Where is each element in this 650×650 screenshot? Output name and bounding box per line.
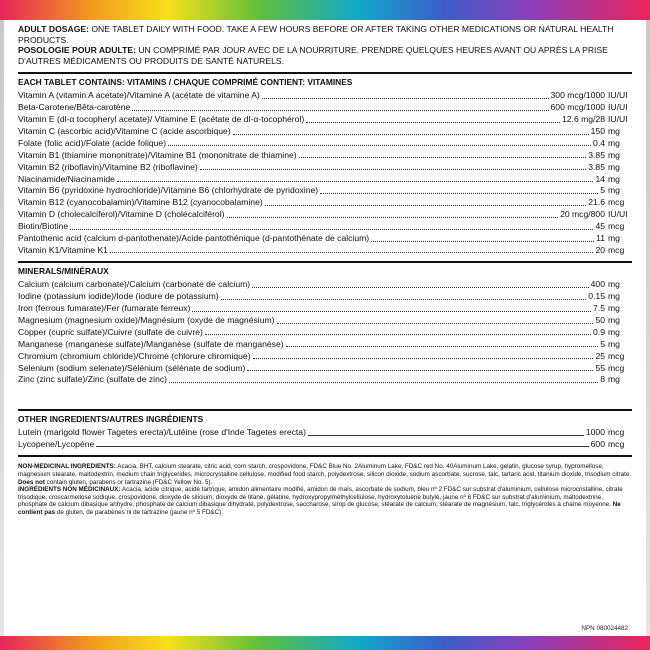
ingredient-name: Vitamin B12 (cyanocobalamin)/Vitamine B12 (cyanocobalamine): [18, 197, 263, 208]
ingredient-amount: 5: [600, 185, 605, 196]
leader-line: [247, 370, 593, 371]
nmi-en-label: NON-MEDICINAL INGREDIENTS:: [18, 463, 116, 471]
leader-line: [132, 110, 548, 111]
ingredient-name: Copper (cupric sulfate)/Cuivre (sulfate de cuivre): [18, 326, 203, 337]
ingredient-unit: mg: [608, 149, 620, 160]
ingredient-name: Vitamin B1 (thiamine mononitrate)/Vitamine B1 (mononitrate de thiamine): [18, 149, 297, 160]
leader-line: [227, 217, 559, 218]
ingredient-unit: IU/UI: [608, 90, 628, 101]
ingredient-amount: 3.85: [588, 149, 605, 160]
ingredient-name: Calcium (calcium carbonate)/Calcium (carbonate de calcium): [18, 279, 251, 290]
ingredient-unit: mg: [608, 173, 620, 184]
leader-line: [299, 157, 587, 158]
ingredient-amount: 0.15: [588, 291, 605, 302]
leader-line: [253, 358, 594, 359]
ingredient-amount: 150: [590, 125, 605, 136]
minerals-header: MINERALS/MINÉRAUX: [18, 266, 109, 277]
ingredient-amount: 55: [595, 362, 605, 373]
nmi-fr: [18, 486, 632, 516]
leader-line: [168, 145, 591, 146]
divider: [18, 409, 632, 411]
ingredient-amount: 0.9: [593, 326, 605, 337]
ingredient-amount: 600 mcg/1000: [550, 102, 605, 113]
vitamin-row: [18, 137, 632, 149]
npn-number: NPN 080024482: [581, 625, 628, 632]
vitamin-row: [18, 148, 632, 160]
mineral-row: [18, 373, 632, 385]
mineral-row: [18, 337, 632, 349]
ingredient-amount: 14: [595, 173, 605, 184]
ingredient-unit: mcg: [608, 426, 625, 437]
leader-line: [110, 252, 593, 253]
vitamin-row: [18, 220, 632, 232]
ingredient-unit: mcg: [608, 438, 625, 449]
ingredient-name: Pantothenic acid (calcium d-pantothenate)/Acide pantothénique (d-pantothénate de calcium): [18, 232, 370, 243]
mineral-row: [18, 326, 632, 338]
dosage-en: [18, 24, 632, 45]
other-list: [18, 426, 632, 450]
leader-line: [192, 311, 591, 312]
leader-line: [262, 98, 549, 99]
free-from-fr-text: de gluten, de parabènes ni de tartrazine (jaune nº 5 FD&C).: [55, 508, 223, 516]
ingredient-unit: mg: [608, 137, 620, 148]
mineral-row: [18, 302, 632, 314]
ingredient-name: Vitamin D (cholecalciferol)/Vitamine D (cholécalciférol): [18, 209, 225, 220]
ingredient-unit: mcg: [608, 221, 625, 232]
ingredient-amount: 12.6 mg/28: [562, 114, 605, 125]
ingredient-name: Vitamin A (vitamin A acetate)/Vitamine A (acétate de vitamine A): [18, 90, 260, 101]
vitamin-row: [18, 125, 632, 137]
leader-line: [96, 446, 588, 447]
ingredient-unit: IU/UI: [608, 114, 628, 125]
ingredient-unit: mg: [608, 279, 620, 290]
leader-line: [371, 241, 594, 242]
nmi-en-text: Acacia, BHT, calcium stearate, citric acid, corn starch, crospovidone, FD&C Blue No. 2Aluminum Lake, FD&C red No. 40Aluminum Lake, gelatin, glucose syrup, hypromellose, magnesium stearate, maltodextrin, medium chain triglycerides, microcrystalline cellulose, modified food starch, polydextrose, silicon dioxide, sodium ascorbate, sucrose, talc, tartaric acid, titanium dioxide, trisodium citrate.: [18, 463, 632, 479]
edge-shadow-right: [646, 20, 650, 636]
dosage-en-text: ONE TABLET DAILY WITH FOOD. TAKE A FEW HOURS BEFORE OR AFTER TAKING OTHER MEDICATIONS OR NATURAL HEALTH PRODUCTS.: [18, 24, 614, 45]
leader-line: [200, 169, 587, 170]
ingredient-amount: 7.5: [593, 303, 605, 314]
vitamins-header: EACH TABLET CONTAINS: VITAMINS / CHAQUE COMPRIMÉ CONTIENT: VITAMINES: [18, 77, 353, 88]
dosage-fr: [18, 45, 632, 66]
ingredient-name: Chromium (chromium chloride)/Chrome (chlorure chromique): [18, 350, 251, 361]
ingredient-amount: 20: [595, 244, 605, 255]
ingredient-unit: mg: [608, 161, 620, 172]
vitamin-row: [18, 232, 632, 244]
dosage-block: [18, 24, 632, 66]
nmi-fr-text: Acacia, acide citrique, acide tartrique, amidon alimentaire modifié, amidon de maïs, ascorbate de sodium, bleu nº 2 FD&C sur substrat d'aluminium, cellulose microcristalline, citrate trisodique, croscarmellose sodique, crospovidone, dioxyde de silicium, dioxyde de titane, gélatine, hydroxypropylméthylcellulose, hydroxytoluène butylé, jaune nº 6 FD&C sur substrat d'aluminium, maltodextrine, phosphate de calcium dibasique anhydre, phosphate de calcium dibasique dihydraté, polydextrose, saccharose, sirop de glucose, stéarate de calcium, stéarate de magnésium, talc, triglycérides à chaîne moyenne.: [18, 486, 623, 509]
ingredient-unit: mg: [608, 125, 620, 136]
leader-line: [265, 205, 587, 206]
divider: [18, 455, 632, 457]
vitamin-row: [18, 101, 632, 113]
dosage-fr-label: POSOLOGIE POUR ADULTE:: [18, 45, 136, 56]
ingredient-unit: mg: [608, 326, 620, 337]
leader-line: [205, 334, 591, 335]
ingredient-amount: 1000: [585, 426, 605, 437]
mineral-row: [18, 314, 632, 326]
ingredient-amount: 45: [595, 221, 605, 232]
leader-line: [70, 229, 593, 230]
ingredient-name: Folate (folic acid)/Folate (acide folique): [18, 137, 167, 148]
leader-line: [233, 134, 589, 135]
vitamin-row: [18, 89, 632, 101]
label-panel: [18, 24, 632, 517]
nmi-fr-label: INGRÉDIENTS NON MÉDICINAUX:: [18, 486, 121, 494]
ingredient-amount: 21.6: [588, 197, 605, 208]
ingredient-amount: 20 mcg/800: [560, 209, 605, 220]
leader-line: [277, 323, 594, 324]
ingredient-unit: IU/UI: [608, 102, 628, 113]
ingredient-name: Magnesium (magnesium oxide)/Magnésium (oxyde de magnésium): [18, 315, 275, 325]
ingredient-name: Selenium (sodium selenate)/Sélénium (sélénate de sodium): [18, 362, 246, 373]
ingredient-unit: mcg: [608, 362, 625, 373]
vitamin-row: [18, 184, 632, 196]
leader-line: [117, 181, 593, 182]
non-medicinal-block: [18, 463, 632, 516]
ingredient-unit: mg: [608, 232, 620, 243]
ingredient-unit: mcg: [608, 350, 625, 361]
ingredient-amount: 0.4: [593, 137, 605, 148]
ingredient-unit: mg: [608, 291, 620, 302]
ingredient-name: Vitamin B6 (pyridoxine hydrochloride)/Vitamine B6 (chlorhydrate de pyridoxine): [18, 185, 319, 196]
ingredient-name: Beta-Carotene/Bêta-carotène: [18, 102, 131, 113]
vitamin-row: [18, 113, 632, 125]
vitamins-list: [18, 89, 632, 255]
ingredient-name: Zinc (zinc sulfate)/Zinc (sulfate de zinc): [18, 374, 168, 385]
rainbow-band-bottom: [0, 636, 650, 650]
leader-line: [306, 122, 560, 123]
other-header: OTHER INGREDIENTS/AUTRES INGRÉDIENTS: [18, 414, 204, 425]
other-ingredient-row: [18, 438, 632, 450]
ingredient-unit: mg: [608, 185, 620, 196]
dosage-fr-text: UN COMPRIMÉ PAR JOUR AVEC DE LA NOURRITURE. PRENDRE QUELQUES HEURES AVANT OU APRÈS LA PRISE D'AUTRES MÉDICAMENTS OU PRODUITS DE SANTÉ NATURELS.: [18, 45, 608, 66]
leader-line: [252, 287, 589, 288]
ingredient-unit: mg: [608, 315, 620, 325]
divider: [18, 261, 632, 263]
vitamin-row: [18, 244, 632, 256]
leader-line: [320, 193, 598, 194]
ingredient-name: Niacinamide/Niacinamide: [18, 173, 115, 184]
ingredient-amount: 600: [590, 438, 605, 449]
dosage-en-label: ADULT DOSAGE:: [18, 24, 89, 34]
ingredient-name: Vitamin B2 (riboflavin)/Vitamine B2 (riboflavine): [18, 161, 198, 172]
ingredient-name: Lutein (marigold flower Tagetes erecta)/Lutéine (rose d'Inde Tagetes erecta): [18, 426, 306, 437]
rainbow-band-top: [0, 0, 650, 20]
minerals-list: [18, 278, 632, 385]
ingredient-name: Manganese (manganese sulfate)/Manganèse (sulfate de manganèse): [18, 338, 284, 349]
leader-line: [169, 382, 598, 383]
ingredient-name: Vitamin C (ascorbic acid)/Vitamine C (acide ascorbique): [18, 125, 231, 136]
ingredient-amount: 3.85: [588, 161, 605, 172]
ingredient-unit: mg: [608, 303, 620, 314]
ingredient-unit: mcg: [608, 244, 625, 255]
mineral-row: [18, 349, 632, 361]
ingredient-name: Biotin/Biotine: [18, 221, 69, 232]
ingredient-amount: 5: [600, 338, 605, 349]
divider: [18, 72, 632, 74]
ingredient-amount: 300 mcg/1000: [550, 90, 605, 101]
vitamin-row: [18, 208, 632, 220]
ingredient-amount: 400: [590, 279, 605, 290]
free-from-en-label: Does not: [18, 478, 45, 486]
ingredient-amount: 25: [595, 350, 605, 361]
leader-line: [221, 299, 587, 300]
nmi-en: [18, 463, 632, 478]
free-from-en-text: contain gluten, parabens or tartrazine (FD&C Yellow No. 5).: [44, 478, 213, 486]
ingredient-unit: mg: [608, 374, 620, 385]
ingredient-unit: IU/UI: [608, 209, 628, 220]
ingredient-amount: 50: [595, 315, 605, 325]
other-ingredient-row: [18, 426, 632, 438]
edge-shadow-left: [0, 20, 4, 636]
ingredient-name: Lycopene/Lycopène: [18, 438, 95, 449]
ingredient-amount: 8: [600, 374, 605, 385]
mineral-row: [18, 278, 632, 290]
ingredient-name: Iron (ferrous fumarate)/Fer (fumarate ferreux): [18, 303, 191, 314]
vitamin-row: [18, 196, 632, 208]
leader-line: [308, 435, 584, 436]
leader-line: [286, 346, 599, 347]
ingredient-unit: mcg: [608, 197, 625, 208]
ingredient-unit: mg: [608, 338, 620, 349]
ingredient-name: Vitamin E (dl-α tocopheryl acetate)/ Vitamine E (acétate de dl-α-tocophérol): [18, 114, 305, 125]
ingredient-name: Iodine (potassium iodide)/Iode (iodure de potassium): [18, 291, 219, 302]
vitamin-row: [18, 160, 632, 172]
ingredient-amount: 11: [596, 232, 605, 243]
free-from-fr-label: Ne contient pas: [18, 501, 621, 516]
ingredient-name: Vitamin K1/Vitamine K1: [18, 244, 108, 255]
mineral-row: [18, 290, 632, 302]
mineral-row: [18, 361, 632, 373]
vitamin-row: [18, 172, 632, 184]
